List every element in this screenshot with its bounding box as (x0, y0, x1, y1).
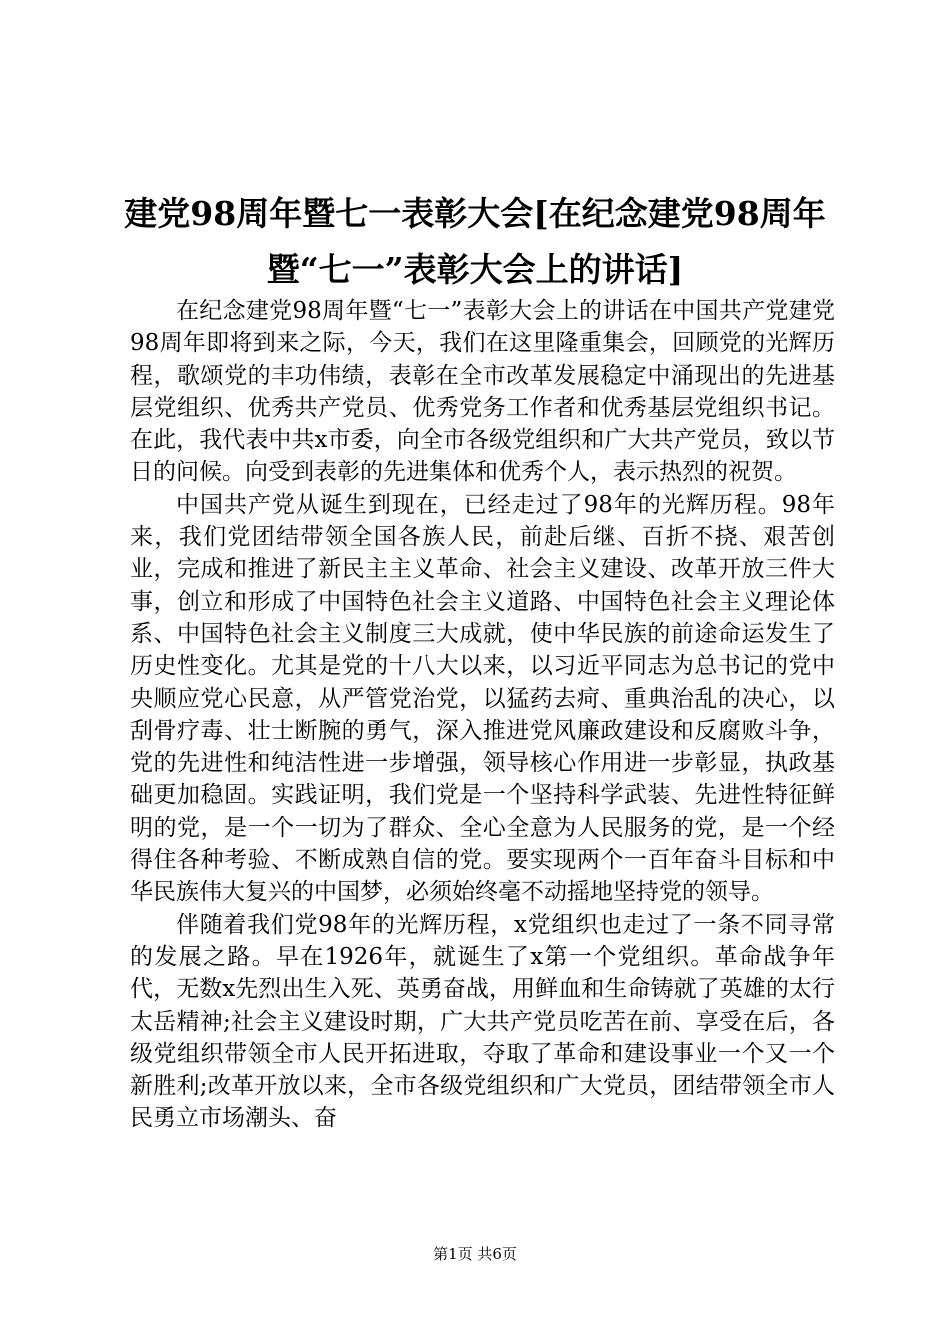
document-body (130, 295, 835, 1135)
paragraph-1: 在纪念建党98周年暨“七一”表彰大会上的讲话在中国共产党建党98周年即将到来之际，今天，我们在这里隆重集会，回顾党的光辉历程，歌颂党的丰功伟绩，表彰在全市改革发展稳定中涌现出的先进基层党组织、优秀共产党员、优秀党务工作者和优秀基层党组织书记。在此，我代表中共x市委，向全市各级党组织和广大共产党员，致以节日的问候。向受到表彰的先进集体和优秀个人，表示热烈的祝贺。 (130, 298, 835, 486)
document-title: 建党98周年暨七一表彰大会[在纪念建党98周年暨“七一”表彰大会上的讲话] (124, 194, 826, 289)
paragraph-2: 中国共产党从诞生到现在，已经走过了98年的光辉历程。98年来，我们党团结带领全国各族人民，前赴后继、百折不挠、艰苦创业，完成和推进了新民主主义革命、社会主义建设、改革开放三件大事，创立和形成了中国特色社会主义道路、中国特色社会主义理论体系、中国特色社会主义制度三大成就，使中华民族的前途命运发生了历史性变化。尤其是党的十八大以来，以习近平同志为总书记的党中央顺应党心民意，从严管党治党，以猛药去疴、重典治乱的决心，以刮骨疗毒、壮士断腕的勇气，深入推进党风廉政建设和反腐败斗争，党的先进性和纯洁性进一步增强，领导核心作用进一步彰显，执政基础更加稳固。实践证明，我们党是一个坚持科学武装、先进性特征鲜明的党，是一个一切为了群众、全心全意为人民服务的党，是一个经得住各种考验、不断成熟自信的党。要实现两个一百年奋斗目标和中华民族伟大复兴的中国梦，必须始终毫不动摇地坚持党的领导。 (130, 491, 835, 906)
paragraph-3: 伴随着我们党98年的光辉历程，x党组织也走过了一条不同寻常的发展之路。早在1926年，就诞生了x第一个党组织。革命战争年代，无数x先烈出生入死、英勇奋战，用鲜血和生命铸就了英雄的太行太岳精神;社会主义建设时期，广大共产党员吃苦在前、享受在后，各级党组织带领全市人民开拓进取，夺取了革命和建设事业一个又一个新胜利;改革开放以来，全市各级党组织和广大党员，团结带领全市人民勇立市场潮头、奋 (130, 911, 835, 1132)
page-footer: 第1页 共6页 (433, 1245, 517, 1263)
